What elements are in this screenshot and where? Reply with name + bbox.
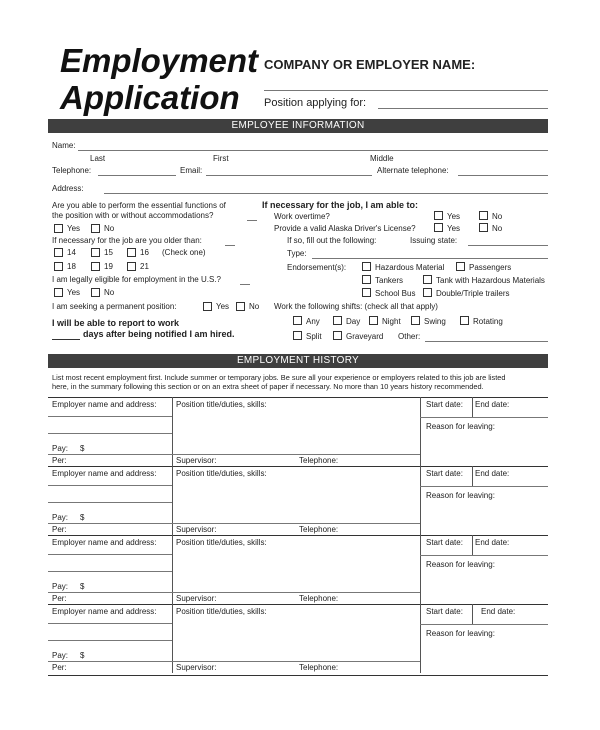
end-date-label: End date: xyxy=(481,607,516,616)
eligible-yes-checkbox[interactable] xyxy=(54,288,63,297)
per-label: Per: xyxy=(52,663,67,672)
supervisor-top-line xyxy=(172,592,420,593)
shift-night-checkbox[interactable] xyxy=(369,316,378,325)
end-passengers-label: Passengers xyxy=(469,263,512,272)
supervisor-top-line xyxy=(172,523,420,524)
shift-split-label: Split xyxy=(306,332,322,341)
type-line[interactable] xyxy=(312,258,548,259)
record-divider xyxy=(472,397,473,417)
pay-label: Pay: xyxy=(52,651,69,660)
pay-dollar-sign: $ xyxy=(80,513,85,522)
end-tankers-label: Tankers xyxy=(375,276,404,285)
position-duties-label: Position title/duties, skills: xyxy=(176,400,267,409)
overtime-no-label: No xyxy=(492,212,503,221)
telephone-line[interactable] xyxy=(98,175,176,176)
end-hazmat-label: Hazardous Material xyxy=(375,263,445,272)
employer-line[interactable] xyxy=(48,485,172,486)
supervisor-label: Supervisor: xyxy=(176,663,217,672)
reason-for-leaving-label: Reason for leaving: xyxy=(426,560,495,569)
shift-any-checkbox[interactable] xyxy=(293,316,302,325)
eligible-no-checkbox[interactable] xyxy=(91,288,100,297)
alt-phone-line[interactable] xyxy=(458,175,548,176)
issuing-state-label: Issuing state: xyxy=(410,236,458,245)
report-line-1: I will be able to report to work xyxy=(52,318,180,328)
age-18-label: 18 xyxy=(67,262,76,271)
overtime-yes-label: Yes xyxy=(447,212,461,221)
overtime-no-checkbox[interactable] xyxy=(479,211,488,220)
other-label: Other: xyxy=(398,332,421,341)
eligible-line[interactable] xyxy=(240,284,250,285)
start-date-label: Start date: xyxy=(426,469,463,478)
issuing-state-line[interactable] xyxy=(468,245,548,246)
pay-line[interactable] xyxy=(48,592,172,593)
shift-swing-checkbox[interactable] xyxy=(411,316,420,325)
license-no-checkbox[interactable] xyxy=(479,223,488,232)
if-necessary-heading: If necessary for the job, I am able to: xyxy=(262,200,419,210)
employer-label: Employer name and address: xyxy=(52,538,157,547)
address-label: Address: xyxy=(52,184,84,193)
reason-for-leaving-label: Reason for leaving: xyxy=(426,629,495,638)
address-line[interactable] xyxy=(104,193,548,194)
permanent-yes-checkbox[interactable] xyxy=(203,302,212,311)
shift-any-label: Any xyxy=(306,317,320,326)
q-eligible: I am legally eligible for employment in the U.S.? xyxy=(52,275,221,284)
permanent-no-label: No xyxy=(249,302,260,311)
permanent-no-checkbox[interactable] xyxy=(236,302,245,311)
per-label: Per: xyxy=(52,456,67,465)
pay-line[interactable] xyxy=(48,523,172,524)
record-top-border xyxy=(48,535,548,536)
supervisor-top-line xyxy=(172,661,420,662)
if-so-label: If so, fill out the following: xyxy=(287,236,377,245)
work-overtime-label: Work overtime? xyxy=(274,212,330,221)
license-yes-checkbox[interactable] xyxy=(434,223,443,232)
end-tankers-checkbox[interactable] xyxy=(362,275,371,284)
record-divider xyxy=(420,466,421,535)
age-21-checkbox[interactable] xyxy=(127,262,136,271)
age-19-label: 19 xyxy=(104,262,113,271)
q-functions-1: Are you able to perform the essential functions of xyxy=(52,201,226,210)
pay-dollar-sign: $ xyxy=(80,582,85,591)
functions-no-label: No xyxy=(104,224,115,233)
employer-label: Employer name and address: xyxy=(52,607,157,616)
end-date-label: End date: xyxy=(475,400,510,409)
eligible-yes-label: Yes xyxy=(67,288,81,297)
shifts-label: Work the following shifts: (check all that apply) xyxy=(274,302,438,311)
date-line[interactable] xyxy=(420,486,548,487)
telephone-label: Telephone: xyxy=(299,594,339,603)
shift-rotating-label: Rotating xyxy=(473,317,503,326)
employer-label: Employer name and address: xyxy=(52,469,157,478)
age-15-checkbox[interactable] xyxy=(91,248,100,257)
q-permanent: I am seeking a permanent position: xyxy=(52,302,177,311)
middle-label: Middle xyxy=(370,154,394,163)
email-label: Email: xyxy=(180,166,203,175)
record-divider xyxy=(472,535,473,555)
telephone-label: Telephone: xyxy=(299,663,339,672)
position-duties-label: Position title/duties, skills: xyxy=(176,538,267,547)
end-tank-hazmat-label: Tank with Hazardous Materials xyxy=(436,276,545,285)
employment-history-band: EMPLOYMENT HISTORY xyxy=(48,354,548,368)
name-line[interactable] xyxy=(78,150,548,151)
position-duties-label: Position title/duties, skills: xyxy=(176,607,267,616)
employer-line[interactable] xyxy=(48,554,172,555)
history-intro-2: here, in the summary following this section or on an extra sheet of paper if necessary. No more than 10 years history recommended. xyxy=(52,382,484,391)
check-one-note: (Check one) xyxy=(162,248,206,257)
date-line[interactable] xyxy=(420,555,548,556)
age-14-label: 14 xyxy=(67,248,76,257)
shift-graveyard-label: Graveyard xyxy=(346,332,384,341)
end-tank-hazmat-checkbox[interactable] xyxy=(423,275,432,284)
employer-line[interactable] xyxy=(48,571,172,572)
position-label: Position applying for: xyxy=(264,97,367,109)
employee-information-band: EMPLOYEE INFORMATION xyxy=(48,119,548,133)
pay-label: Pay: xyxy=(52,582,69,591)
eligible-no-label: No xyxy=(104,288,115,297)
age-18-checkbox[interactable] xyxy=(54,262,63,271)
pay-line[interactable] xyxy=(48,661,172,662)
functions-no-checkbox[interactable] xyxy=(91,224,100,233)
end-passengers-checkbox[interactable] xyxy=(456,262,465,271)
age-21-label: 21 xyxy=(140,262,149,271)
license-yes-label: Yes xyxy=(447,224,461,233)
supervisor-label: Supervisor: xyxy=(176,594,217,603)
supervisor-label: Supervisor: xyxy=(176,525,217,534)
shift-split-checkbox[interactable] xyxy=(293,331,302,340)
record-divider xyxy=(172,535,173,604)
start-date-label: Start date: xyxy=(426,400,463,409)
reason-for-leaving-label: Reason for leaving: xyxy=(426,491,495,500)
shift-night-label: Night xyxy=(382,317,401,326)
age-19-checkbox[interactable] xyxy=(91,262,100,271)
name-label: Name: xyxy=(52,141,76,150)
pay-label: Pay: xyxy=(52,444,69,453)
record-divider xyxy=(472,604,473,624)
functions-yes-label: Yes xyxy=(67,224,81,233)
telephone-label: Telephone: xyxy=(52,166,92,175)
license-no-label: No xyxy=(492,224,503,233)
end-school-bus-checkbox[interactable] xyxy=(362,288,371,297)
date-line[interactable] xyxy=(420,417,548,418)
shift-graveyard-checkbox[interactable] xyxy=(333,331,342,340)
age-15-label: 15 xyxy=(104,248,113,257)
telephone-label: Telephone: xyxy=(299,525,339,534)
start-date-label: Start date: xyxy=(426,607,463,616)
pay-label: Pay: xyxy=(52,513,69,522)
record-top-border xyxy=(48,397,548,398)
record-divider xyxy=(172,397,173,466)
start-date-label: Start date: xyxy=(426,538,463,547)
permanent-yes-label: Yes xyxy=(216,302,230,311)
supervisor-top-line xyxy=(172,454,420,455)
record-divider xyxy=(172,466,173,535)
age-16-checkbox[interactable] xyxy=(127,248,136,257)
shift-rotating-checkbox[interactable] xyxy=(460,316,469,325)
employer-line[interactable] xyxy=(48,640,172,641)
end-date-label: End date: xyxy=(475,469,510,478)
record-top-border xyxy=(48,466,548,467)
position-line[interactable] xyxy=(378,108,548,109)
end-hazmat-checkbox[interactable] xyxy=(362,262,371,271)
per-label: Per: xyxy=(52,525,67,534)
date-line[interactable] xyxy=(420,624,548,625)
pay-dollar-sign: $ xyxy=(80,444,85,453)
functions-yes-checkbox[interactable] xyxy=(54,224,63,233)
age-16-label: 16 xyxy=(140,248,149,257)
alt-phone-label: Alternate telephone: xyxy=(377,166,449,175)
report-line-2: days after being notified I am hired. xyxy=(83,329,235,339)
history-bottom-border xyxy=(48,675,548,676)
employer-line[interactable] xyxy=(48,623,172,624)
shift-day-checkbox[interactable] xyxy=(333,316,342,325)
first-label: First xyxy=(213,154,229,163)
position-duties-label: Position title/duties, skills: xyxy=(176,469,267,478)
telephone-label: Telephone: xyxy=(299,456,339,465)
overtime-yes-checkbox[interactable] xyxy=(434,211,443,220)
drivers-license-label: Provide a valid Alaska Driver's License? xyxy=(274,224,416,233)
functions-line[interactable] xyxy=(247,220,257,221)
reason-for-leaving-label: Reason for leaving: xyxy=(426,422,495,431)
employer-label: Employer name and address: xyxy=(52,400,157,409)
type-label: Type: xyxy=(287,249,307,258)
pay-dollar-sign: $ xyxy=(80,651,85,660)
endorsements-label: Endorsement(s): xyxy=(287,263,347,272)
company-name-line[interactable] xyxy=(264,90,548,91)
record-divider xyxy=(172,604,173,673)
per-label: Per: xyxy=(52,594,67,603)
end-double-triple-checkbox[interactable] xyxy=(423,288,432,297)
record-divider xyxy=(472,466,473,486)
last-label: Last xyxy=(90,154,106,163)
shift-swing-label: Swing xyxy=(424,317,446,326)
supervisor-label: Supervisor: xyxy=(176,456,217,465)
employer-line[interactable] xyxy=(48,416,172,417)
q-older: If necessary for the job are you older than: xyxy=(52,236,202,245)
age-14-checkbox[interactable] xyxy=(54,248,63,257)
end-date-label: End date: xyxy=(475,538,510,547)
other-line[interactable] xyxy=(425,341,548,342)
older-line[interactable] xyxy=(225,245,235,246)
employer-line[interactable] xyxy=(48,433,172,434)
record-divider xyxy=(420,397,421,466)
record-top-border xyxy=(48,604,548,605)
record-divider xyxy=(420,604,421,673)
title-employment: Employment xyxy=(60,42,259,79)
title-application: Application xyxy=(60,79,240,116)
record-divider xyxy=(420,535,421,604)
end-school-bus-label: School Bus xyxy=(375,289,416,298)
q-functions-2: the position with or without accommodations? xyxy=(52,211,214,220)
employer-line[interactable] xyxy=(48,502,172,503)
pay-line[interactable] xyxy=(48,454,172,455)
history-intro-1: List most recent employment first. Include summer or temporary jobs. Be sure all your experience or employers related to this job are listed xyxy=(52,373,506,382)
end-double-triple-label: Double/Triple trailers xyxy=(436,289,510,298)
email-line[interactable] xyxy=(206,175,372,176)
company-label: COMPANY OR EMPLOYER NAME: xyxy=(264,57,476,72)
report-days-blank[interactable] xyxy=(52,339,80,340)
shift-day-label: Day xyxy=(346,317,361,326)
